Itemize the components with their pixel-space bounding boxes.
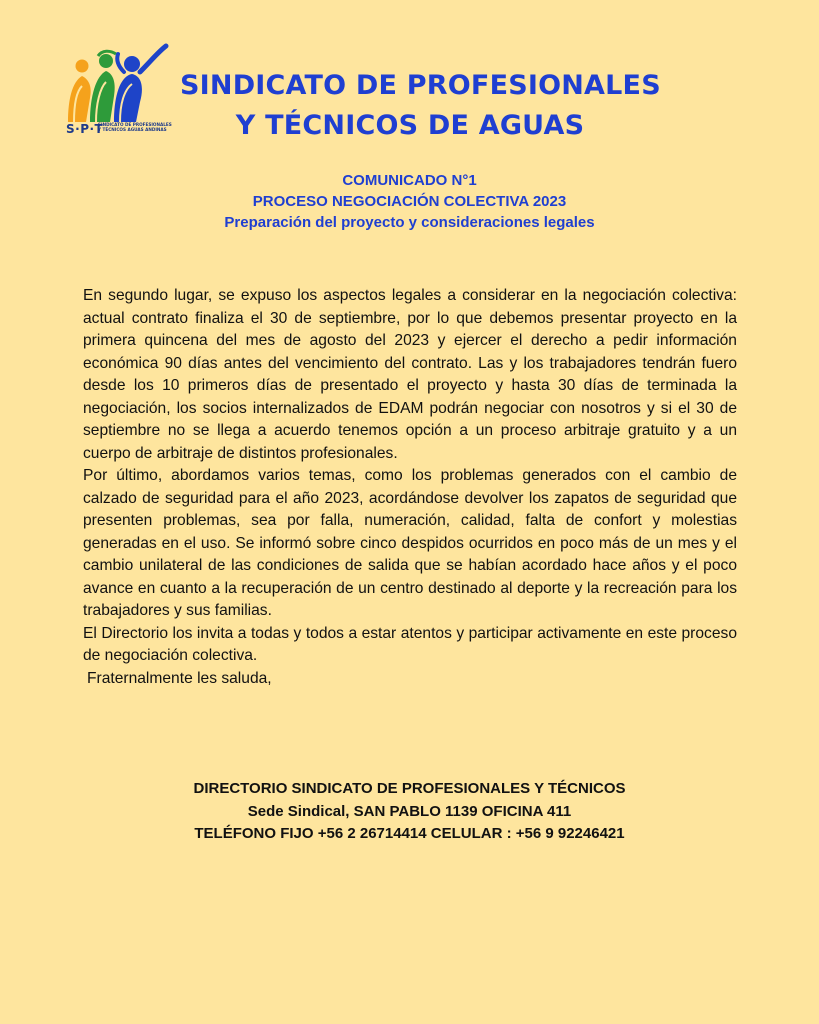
- signature-footer: [40, 778, 779, 846]
- logo-caption-line-1: SINDICATO DE PROFESIONALES: [98, 122, 172, 127]
- communique-process: PROCESO NEGOCIACIÓN COLECTIVA 2023: [252, 193, 567, 210]
- communique-number: COMUNICADO N°1: [342, 172, 477, 189]
- logo-letters: S·P·T: [66, 122, 104, 136]
- union-title: [180, 66, 661, 146]
- closing-salutation: Fraternalmente les saluda,: [87, 669, 272, 687]
- union-title-line-2: Y TÉCNICOS DE AGUAS: [235, 110, 585, 141]
- union-title-line-1: SINDICATO DE PROFESIONALES: [180, 70, 661, 101]
- footer-phones: TELÉFONO FIJO +56 2 26714414 CELULAR : +56 9 92246421: [194, 825, 625, 842]
- body-paragraph-invitation: El Directorio los invita a todas y todos a estar atentos y participar activamente en este proceso de negociación colectiva.: [83, 624, 737, 664]
- communique-body: [83, 285, 737, 690]
- body-paragraph-other-topics: Por último, abordamos varios temas, como los problemas generados con el cambio de calzado de seguridad para el año 2023, acordándose devolver los zapatos de seguridad que presenten problemas, sea por falla, numeración, calidad, falta de confort y molestias generadas en el uso. Se informó sobre cinco despidos ocurridos en poco más de un mes y el cambio unilateral de las condiciones de salida que se habían acordado hace años y el poco avance en cuanto a la recuperación de un centro destinado al deporte y la recreación para los trabajadores y sus familias.: [83, 467, 737, 619]
- communique-header: [60, 170, 759, 233]
- logo-caption: [98, 122, 182, 132]
- three-figures-logo-icon: [62, 42, 180, 124]
- logo-caption-line-2: Y TÉCNICOS AGUAS ANDINAS: [98, 127, 167, 132]
- communique-topic: Preparación del proyecto y consideraciones legales: [224, 214, 595, 231]
- footer-address: Sede Sindical, SAN PABLO 1139 OFICINA 411: [247, 802, 572, 820]
- footer-directorio: DIRECTORIO SINDICATO DE PROFESIONALES Y TÉCNICOS: [193, 780, 626, 797]
- union-logo: [62, 42, 180, 138]
- body-paragraph-legal-aspects: En segundo lugar, se expuso los aspectos legales a considerar en la negociación colectiva: actual contrato finaliza el 30 de septiembre, por lo que debemos presentar proyecto en la primera quincena del mes de agosto del 2023 y ejercer el derecho a pedir información económica 90 días antes del vencimiento del contrato. Las y los trabajadores tendrán fuero desde los 10 primeros días de presentado el proyecto y hasta 30 días de terminada la negociación, los socios internalizados de EDAM podrán negociar con nosotros y si el 30 de septiembre no se llega a acuerdo tenemos opción a un proceso arbitraje gratuito y a un cuerpo de arbitraje de distintos profesionales.: [83, 287, 737, 462]
